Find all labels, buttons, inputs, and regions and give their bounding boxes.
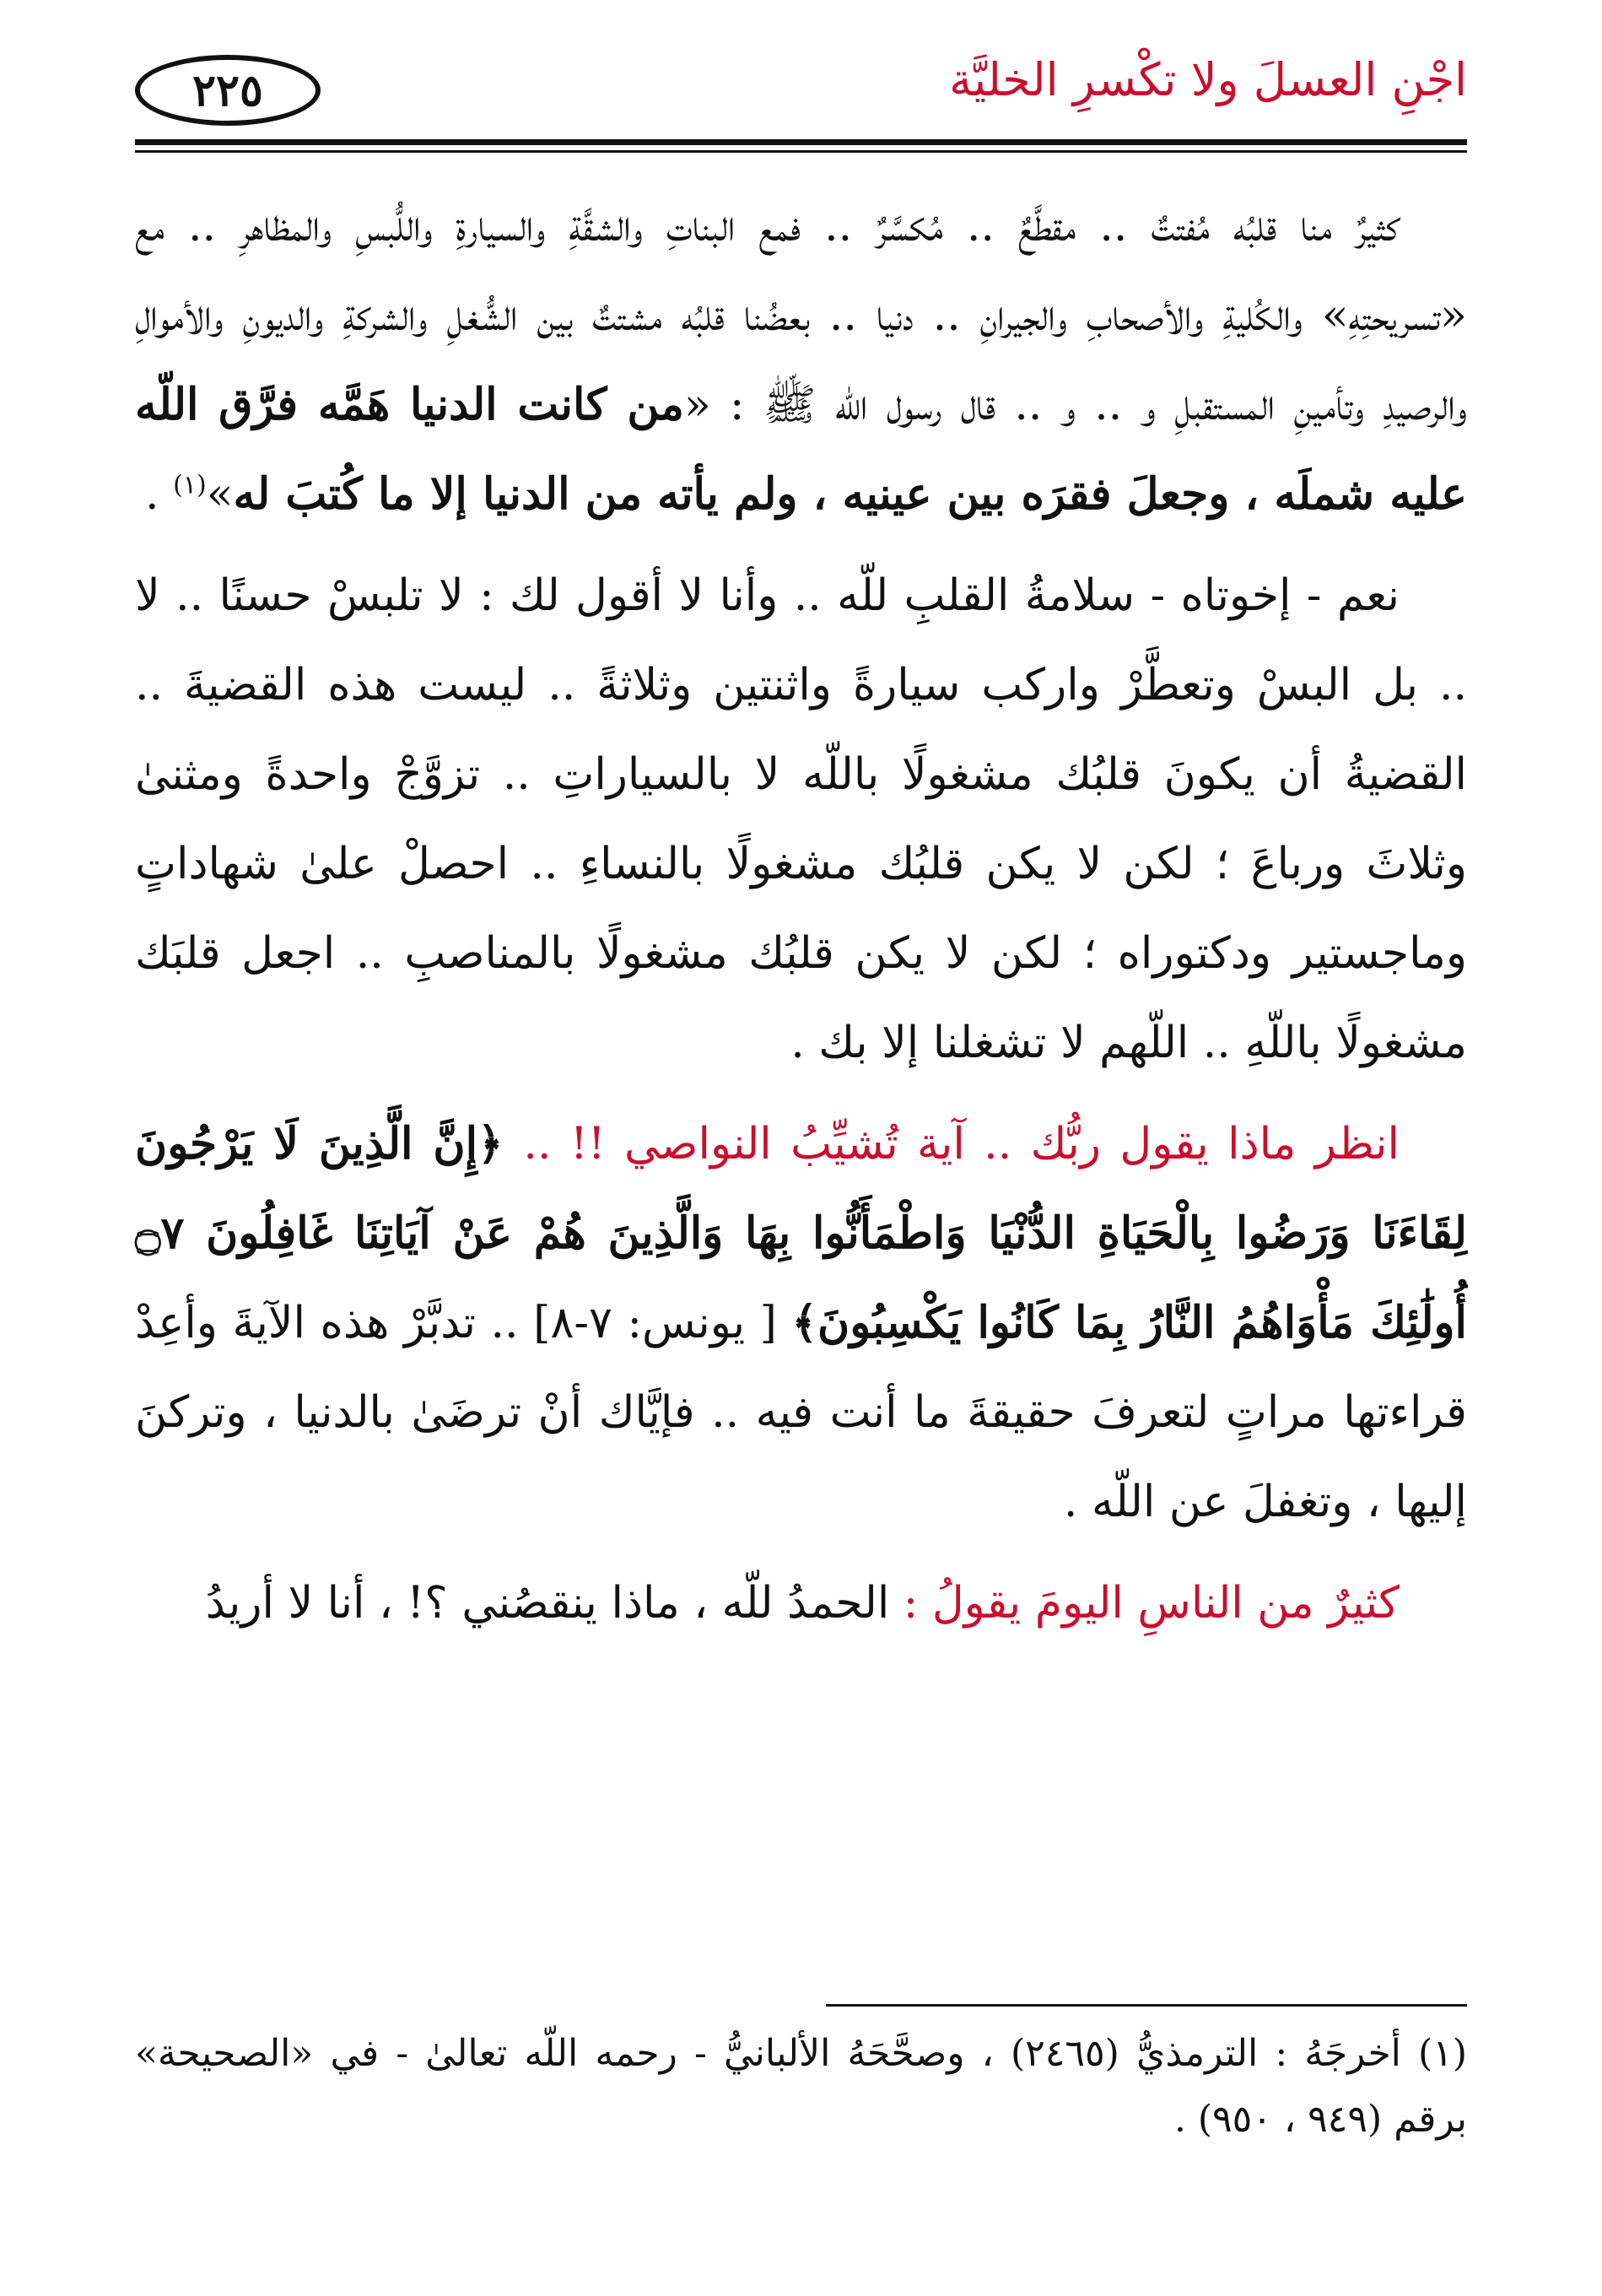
paragraph-1-text: كثيرٌ منا قلبُه مُفتتٌ .. مقطَّعٌ .. مُكسَّرٌ .. فمع البناتِ والشقَّةِ والسيارةِ واللُّبسِ والمظاهرِ .. مع «تسريحتِهِ» والكُليةِ والأصحابِ والجيرانِ .. دنيا .. بعضُنا قلبُه مشتتٌ بين الشُّغلِ والشركةِ والديونِ والأموالِ والرصيدِ وتأمينِ المستقبلِ و .. و .. قال رسول اللّه ﷺ : « [135, 201, 1468, 430]
paragraph-2: نعم - إخوتاه - سلامةُ القلبِ للّه .. وأنا لا أقول لك : لا تلبسْ حسنًا .. لا .. بل البسْ وتعطَّرْ واركب سيارةً واثنتين وثلاثةً .. ليست هذه القضيةَ .. القضيةُ أن يكونَ قلبُك مشغولًا باللّه لا بالسياراتِ .. تزوَّجْ واحدةً ومثنىٰ وثلاثَ ورباعَ ؛ لكن لا يكن قلبُك مشغولًا بالنساءِ .. احصلْ علىٰ شهاداتٍ وماجستير ودكتوراه ؛ لكن لا يكن قلبُك مشغولًا بالمناصبِ .. اجعل قلبَك مشغولًا باللّهِ .. اللّهم لا تشغلنا إلا بك . [135, 570, 1467, 1068]
paragraph-1 [135, 181, 1467, 539]
header-rule-thin [135, 150, 1467, 153]
highlighted-lead: كثيرٌ من الناسِ اليومَ يقولُ : [903, 1578, 1400, 1629]
header-rule-thick [135, 139, 1467, 145]
highlighted-intro: انظر ماذا يقول ربُّك .. آية تُشيِّبُ النواصي !! .. [523, 1119, 1400, 1170]
quote-close: » [206, 469, 234, 520]
main-text [135, 181, 1467, 1660]
paragraph-3 [135, 1099, 1467, 1547]
paragraph-3-text: [ يونس: ٧-٨] .. تدبَّرْ هذه الآيةَ وأعِدْ قراءتها مراتٍ لتعرفَ حقيقةَ ما أنت فيه .. فإيَّاك أنْ ترضَىٰ بالدنيا ، وتركنَ إليها ، وتغفلَ عن اللّه . [135, 1298, 1467, 1527]
paragraph-4-text: الحمدُ للّه ، ماذا ينقصُني ؟! ، أنا لا أريدُ [205, 1578, 903, 1629]
page-number-badge: ٢٢٥ [135, 55, 321, 126]
footnote-separator [826, 2004, 1467, 2007]
paragraph-1-end: . [145, 469, 174, 520]
running-title: اجْنِ العسلَ ولا تكْسرِ الخليَّة [949, 53, 1467, 106]
hadith-quote: من كانت الدنيا هَمَّه فرَّق اللّه عليه شملَه ، وجعلَ فقرَه بين عينيه ، ولم يأته من الدنيا إلا ما كُتبَ له [135, 379, 1467, 520]
paragraph-4 [135, 1559, 1467, 1648]
footnote: (١) أخرجَهُ : الترمذيُّ (٢٤٦٥) ، وصحَّحَهُ الألبانيُّ - رحمه اللّه تعالىٰ - في «الصحيحة» برقم (٩٤٩ ، ٩٥٠) . [135, 2032, 1467, 2141]
page-header [135, 46, 1467, 139]
quran-verse: ﴿إِنَّ الَّذِينَ لَا يَرْجُونَ لِقَاءَنَا وَرَضُوا بِالْحَيَاةِ الدُّنْيَا وَاطْمَأَنُّوا بِهَا وَالَّذِينَ هُمْ عَنْ آيَاتِنَا غَافِلُونَ ۝٧ أُولَٰئِكَ مَأْوَاهُمُ النَّارُ بِمَا كَانُوا يَكْسِبُونَ﴾ [135, 1118, 1467, 1348]
footnote-marker: (١) [173, 470, 207, 500]
